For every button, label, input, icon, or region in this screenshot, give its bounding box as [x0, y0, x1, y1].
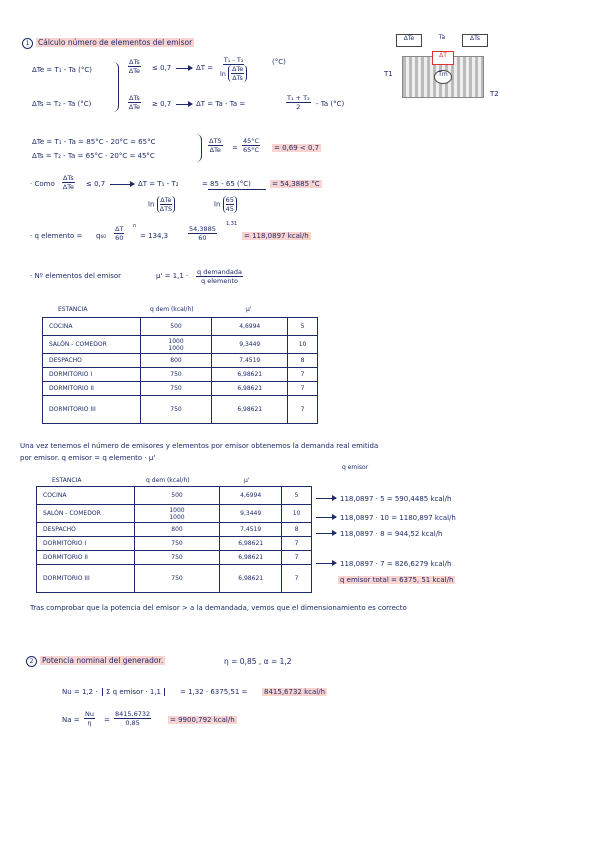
- calc-delta-ts: ΔTs = T₂ - Ta = 65°C - 20°C = 45°C: [32, 152, 155, 160]
- table-row: [43, 354, 318, 368]
- cell-name: COCINA: [43, 318, 141, 336]
- cell-q: 500: [140, 318, 212, 336]
- cell-q: 750: [140, 396, 212, 424]
- table2-header-qdem: q dem (kcal/h): [146, 477, 190, 484]
- cell-name: DESPACHO: [37, 523, 135, 537]
- cell-mu: 4,6994: [212, 318, 288, 336]
- section-1-heading: [22, 38, 194, 49]
- formula-delta-ts: ΔTs = T₂ - Ta (°C): [32, 100, 92, 108]
- cell-q: 750: [134, 565, 220, 593]
- cell-q: 750: [134, 551, 220, 565]
- cell-name: COCINA: [37, 487, 135, 505]
- cell-n: 5: [288, 318, 318, 336]
- cell-name: DORMITORIO III: [37, 565, 135, 593]
- arrow: [176, 68, 192, 69]
- fraction-log-mean: T₁ - T₂ ln ΔTe ΔTs: [220, 56, 247, 82]
- cell-q: 800: [134, 523, 220, 537]
- nu-result: 8415,6732 kcal/h: [264, 688, 326, 696]
- delta-ts-box: ΔTs: [462, 34, 488, 47]
- arrow: [176, 104, 192, 105]
- ratio-result: = 0,69 < 0,7: [274, 144, 320, 152]
- table-row: [43, 336, 318, 354]
- equals: =: [202, 180, 208, 188]
- na-result: = 9900,792 kcal/h: [170, 716, 235, 724]
- cell-mu: 6,98621: [220, 551, 282, 565]
- equals: =: [232, 144, 238, 152]
- fraction-mean: $\frac{\text{T₁ + T₂}}{2}$: [287, 94, 310, 111]
- emitter-calc: 118,0897 · 10 = 1180,897 kcal/h: [340, 514, 456, 522]
- fraction-values: $\frac{8415,6732}{0,85}$: [115, 710, 151, 727]
- fraction-ts-te-3: ΔTs ΔTe: [62, 174, 75, 191]
- cell-q: 800: [140, 354, 212, 368]
- table-row: [37, 523, 312, 537]
- result-dt-2: ΔT = Ta - Ta =: [196, 100, 246, 108]
- cell-mu: 6,98621: [212, 368, 288, 382]
- cell-q: 750: [140, 382, 212, 396]
- cell-q: 750: [134, 537, 220, 551]
- value-134: = 134,3: [140, 232, 169, 240]
- generator-params: η = 0,85 , α = 1,2: [224, 657, 292, 666]
- cell-n: 7: [288, 396, 318, 424]
- cell-name: DESPACHO: [43, 354, 141, 368]
- table-row: [43, 396, 318, 424]
- elements-table: [42, 317, 318, 424]
- cell-mu: 6,98621: [212, 382, 288, 396]
- cell-q: 500: [134, 487, 220, 505]
- cell-name: DORMITORIO I: [37, 537, 135, 551]
- nu-calc: = 1,32 · 6375,51 =: [180, 688, 248, 696]
- table1-header-mu: μ': [246, 306, 252, 313]
- nu-label: Nu = 1,2 ·: [62, 688, 98, 696]
- numerator-values: 85 - 65 (°C): [210, 180, 251, 188]
- brace: [112, 62, 119, 112]
- table-row: [37, 565, 312, 593]
- cell-mu: 4,6994: [220, 487, 282, 505]
- como-label: · Como: [30, 180, 55, 188]
- paragraph-real-demand: Una vez tenemos el número de emisores y elementos por emisor obtenemos la demanda real emitida: [20, 442, 379, 450]
- fraction-dt-60: $\frac{\Delta T}{60}$: [115, 225, 124, 242]
- t2-label: T2: [490, 90, 499, 98]
- radiator-diagram: [380, 30, 510, 110]
- paragraph-emitter-formula: por emisor. q emisor = q elemento · μ': [20, 454, 156, 462]
- cell-name: DORMITORIO II: [37, 551, 135, 565]
- section-title: Cálculo número de elementos del emisor: [38, 38, 193, 47]
- section-number: 1: [22, 38, 33, 49]
- section-title: Potencia nominal del generador.: [42, 656, 164, 665]
- t1-label: T1: [384, 70, 393, 78]
- q-elemento-result: = 118,0897 kcal/h: [244, 232, 309, 240]
- arrow: [316, 533, 336, 534]
- paragraph-conclusion: Tras comprobar que la potencia del emisor > a la demandada, vemos que el dimensionamiento es correcto: [30, 604, 407, 612]
- nu-sum: Σ q emisor · 1,1: [102, 688, 165, 696]
- cell-n: 5: [282, 487, 312, 505]
- arrow: [316, 563, 336, 564]
- cell-mu: 7,4519: [220, 523, 282, 537]
- cell-mu: 6,98621: [220, 565, 282, 593]
- na-label: Na =: [62, 716, 80, 724]
- table-row: [43, 382, 318, 396]
- table-row: [43, 318, 318, 336]
- fraction-bar: [208, 189, 266, 190]
- emitters-table: [36, 486, 312, 593]
- cell-n: 7: [282, 537, 312, 551]
- cell-name: DORMITORIO I: [43, 368, 141, 382]
- cell-n: 7: [288, 382, 318, 396]
- table-row: [37, 551, 312, 565]
- cell-name: SALÓN - COMEDOR: [43, 336, 141, 354]
- cell-q: 1000 1000: [140, 336, 212, 354]
- table1-header-qdem: q dem (kcal/h): [150, 306, 194, 313]
- brace: [196, 134, 202, 162]
- condition-le: ≤ 0,7: [152, 64, 172, 72]
- delta-t-result: = 54,3885 °C: [272, 180, 320, 188]
- condition-ge: ≥ 0,7: [152, 100, 172, 108]
- exponent-value: 1,31: [226, 221, 238, 227]
- cell-name: SALÓN - COMEDOR: [37, 505, 135, 523]
- tm-box: Tm: [434, 70, 452, 84]
- delta-te-box: ΔTe: [396, 34, 422, 47]
- table-row: [43, 368, 318, 382]
- cell-n: 7: [282, 551, 312, 565]
- emitter-calc: 118,0897 · 5 = 590,4485 kcal/h: [340, 495, 452, 503]
- table-row: [37, 505, 312, 523]
- ln-expression-1: ln ΔTe ΔTS: [148, 196, 175, 213]
- condition: ≤ 0,7: [86, 180, 106, 188]
- cell-mu: 9,3449: [212, 336, 288, 354]
- table-row: [37, 487, 312, 505]
- arrow: [110, 184, 134, 185]
- fraction-values: $\frac{45^\circ C}{65^\circ C}$: [243, 137, 260, 154]
- total-emitter: q emisor total = 6375, 51 kcal/h: [340, 576, 454, 584]
- cell-mu: 7,4519: [212, 354, 288, 368]
- arrow: [316, 517, 336, 518]
- delta-t-formula: ΔT = T₁ - T₂: [138, 180, 179, 188]
- cell-n: 10: [282, 505, 312, 523]
- fraction-dt-value: $\frac{54,3885}{60}$: [189, 225, 216, 242]
- ta-label: Ta: [438, 34, 446, 41]
- cell-n: 7: [288, 368, 318, 382]
- q60: q₆₀: [96, 232, 107, 240]
- table-row: [37, 537, 312, 551]
- emitter-calc: 118,0897 · 8 = 944,52 kcal/h: [340, 530, 443, 538]
- cell-mu: 9,3449: [220, 505, 282, 523]
- cell-n: 8: [288, 354, 318, 368]
- equals: =: [104, 716, 110, 724]
- section-number: 2: [26, 656, 37, 667]
- fraction-ts-te: ΔTs ΔTe: [128, 58, 141, 75]
- table2-header-qemisor: q emisor: [342, 464, 369, 471]
- cell-q: 1000 1000: [134, 505, 220, 523]
- n-elementos-label: · Nº elementos del emisor: [30, 272, 122, 280]
- cell-name: DORMITORIO III: [43, 396, 141, 424]
- delta-t-box: ΔT: [432, 51, 454, 65]
- formula-delta-te: ΔTe = T₁ - Ta (°C): [32, 66, 93, 74]
- fraction-ratio: ΔTS ΔTe: [209, 137, 222, 154]
- result-end: - Ta (°C): [316, 100, 345, 108]
- arrow: [316, 498, 336, 499]
- table2-header-estancia: ESTANCIA: [52, 477, 82, 484]
- fraction-ts-te-2: ΔTs ΔTe: [128, 94, 141, 111]
- exponent-n: n: [133, 223, 137, 229]
- result-dt: ΔT =: [196, 64, 214, 72]
- cell-mu: 6,98621: [212, 396, 288, 424]
- table2-header-mu: μ': [244, 477, 250, 484]
- calc-delta-te: ΔTe = T₁ - Ta = 85°C - 20°C = 65°C: [32, 138, 156, 146]
- section-2-heading: [26, 656, 165, 667]
- cell-name: DORMITORIO II: [43, 382, 141, 396]
- q-elemento-label: · q elemento =: [30, 232, 83, 240]
- fraction-nu-eta: $\frac{Nu}{\eta}$: [85, 710, 94, 727]
- cell-n: 8: [282, 523, 312, 537]
- emitter-calc: 118,0897 · 7 = 826,6279 kcal/h: [340, 560, 452, 568]
- cell-n: 7: [282, 565, 312, 593]
- fraction-demand: q demandada q elemento: [197, 268, 242, 285]
- cell-n: 10: [288, 336, 318, 354]
- ln-expression-2: ln $\frac{65}{45}$: [214, 196, 237, 213]
- cell-q: 750: [140, 368, 212, 382]
- cell-mu: 6,98621: [220, 537, 282, 551]
- unit-celsius: (°C): [272, 58, 286, 66]
- mu-formula: μ' = 1,1 ·: [156, 272, 189, 280]
- table1-header-estancia: ESTANCIA: [58, 306, 88, 313]
